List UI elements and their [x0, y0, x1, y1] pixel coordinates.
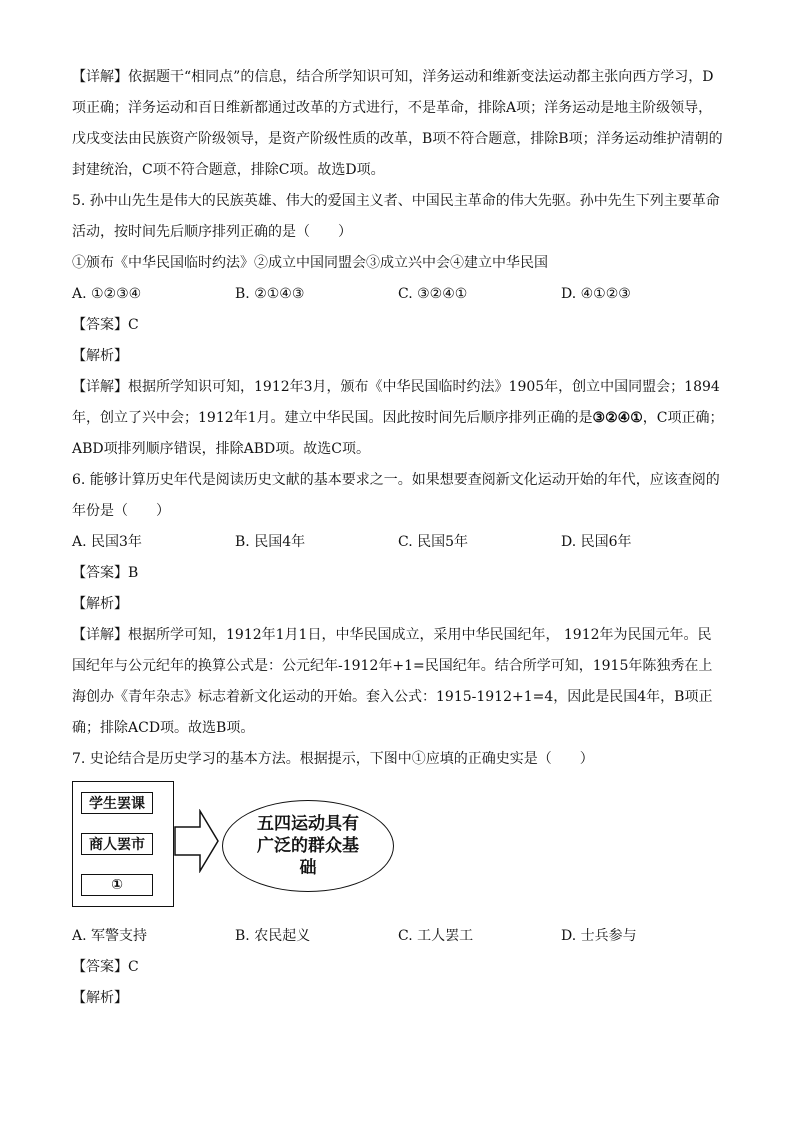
q5-items: ①颁布《中华民国临时约法》②成立中国同盟会③成立兴中会④建立中华民国: [72, 255, 548, 271]
q5-option-b: B. ②①④③: [235, 286, 305, 302]
q7-stem: 7. 史论结合是历史学习的基本方法。根据提示，下图中①应填的正确史实是（ ）: [72, 751, 594, 767]
diagram-box-student-strike: 学生罢课: [81, 792, 153, 814]
q7-diagram: [72, 781, 724, 915]
diagram-ellipse: [222, 800, 394, 892]
q5-options: [72, 279, 724, 310]
q6-option-d: D. 民国6年: [561, 534, 632, 550]
q5-detail-order: ③②④①: [592, 410, 643, 426]
diagram-arrow-icon: [174, 809, 220, 873]
q6-options: [72, 527, 724, 558]
q6-stem: 6. 能够计算历史年代是阅读历史文献的基本要求之一。如果想要查阅新文化运动开始的年代，应该查阅的年份是（ ）: [72, 472, 720, 519]
q7-option-c: C. 工人罢工: [398, 928, 474, 944]
q6-analysis-label: 【解析】: [72, 596, 128, 612]
diagram-ellipse-text: 五四运动具有广泛的群众基础: [257, 814, 359, 878]
q5-option-a: A. ①②③④: [72, 286, 142, 302]
q5-detail-text-a: 根据所学知识可知，1912年3月，颁布《中华民国临时约法》1905年，创立中国同盟会；1894年，创立了兴中会；1912年1月。建立中华民国。因此按时间先后顺序排列正确的是: [72, 379, 720, 426]
q5-detail-text-b: ，C项正确；ABD项排列顺序错误，排除ABD项。故选C项。: [72, 410, 724, 457]
q7-analysis-label: 【解析】: [72, 990, 128, 1006]
q7-option-b: B. 农民起义: [235, 928, 311, 944]
q5-option-d: D. ④①②③: [561, 286, 631, 302]
document-page: [72, 62, 724, 1014]
q4-detail-paragraph: [72, 62, 724, 186]
q7-options: [72, 921, 724, 952]
q6-option-a: A. 民国3年: [72, 534, 142, 550]
q6-detail-paragraph: [72, 620, 724, 744]
q6-option-b: B. 民国4年: [235, 534, 306, 550]
q5-stem: 5. 孙中山先生是伟大的民族英雄、伟大的爱国主义者、中国民主革命的伟大先驱。孙中先生下列主要革命活动，按时间先后顺序排列正确的是（ ）: [72, 193, 720, 240]
q7-answer: 【答案】C: [72, 959, 139, 975]
q5-detail-label: 【详解】: [72, 379, 128, 395]
q7-option-d: D. 士兵参与: [561, 928, 637, 944]
diagram-box-merchant-strike: 商人罢市: [81, 833, 153, 855]
diagram-outer-frame: [72, 781, 174, 907]
q6-option-c: C. 民国5年: [398, 534, 469, 550]
q7-option-a: A. 军警支持: [72, 928, 148, 944]
q5-answer: 【答案】C: [72, 317, 139, 333]
q4-detail-text: 依据题干“相同点”的信息，结合所学知识可知，洋务运动和维新变法运动都主张向西方学习，D项正确；洋务运动和百日维新都通过改革的方式进行，不是革命，排除A项；洋务运动是地主阶级领导，戊戌变法由民族资产阶级领导，是资产阶级性质的改革，B项不符合题意，排除B项；洋务运动维护清朝的封建统治，C项不符合题意，排除C项。故选D项。: [72, 69, 723, 178]
q4-detail-label: 【详解】: [72, 69, 128, 85]
q5-analysis-label: 【解析】: [72, 348, 128, 364]
q6-answer: 【答案】B: [72, 565, 139, 581]
diagram-box-blank: ①: [81, 874, 153, 896]
q6-detail-text: 根据所学可知，1912年1月1日，中华民国成立，采用中华民国纪年， 1912年为民国元年。民国纪年与公元纪年的换算公式是：公元纪年-1912年+1=民国纪年。结合所学可知，1915年陈独秀在上海创办《青年杂志》标志着新文化运动的开始。套入公式：1915-1912+1=4，因此是民国4年，B项正确；排除ACD项。故选B项。: [72, 627, 713, 736]
q5-option-c: C. ③②④①: [398, 286, 468, 302]
q5-detail-paragraph: [72, 372, 724, 465]
q6-detail-label: 【详解】: [72, 627, 128, 643]
